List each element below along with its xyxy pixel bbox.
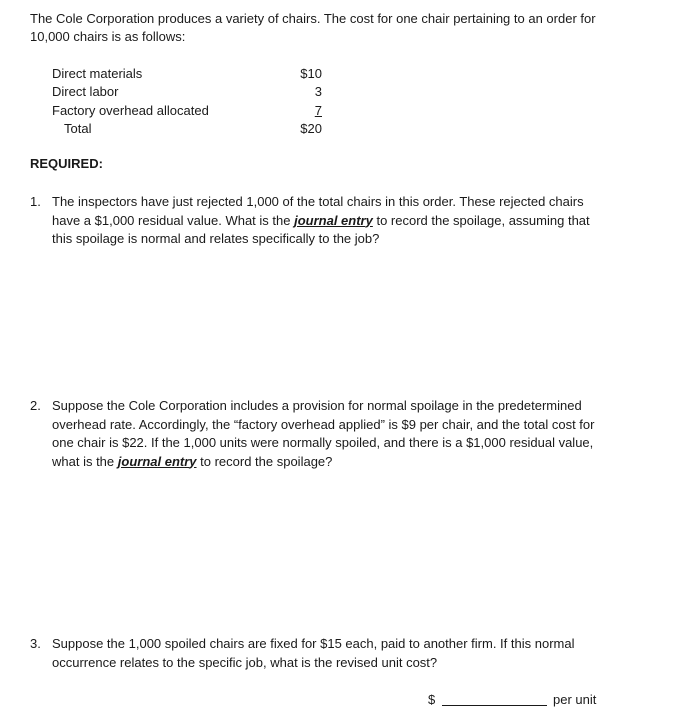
question-number: 3. — [30, 636, 41, 651]
question-number: 2. — [30, 398, 41, 413]
question-number: 1. — [30, 194, 41, 209]
cost-value: $20 — [300, 121, 322, 136]
question-text-part: to record the spoilage? — [196, 453, 333, 469]
currency-symbol: $ — [428, 692, 436, 707]
question-text-part: to record the spoilage, assuming that this spoilage is normal and relates specifically to the job? — [52, 212, 590, 246]
cost-label: Total — [64, 121, 92, 136]
cost-label: Direct materials — [52, 66, 143, 81]
cost-label: Factory overhead allocated — [52, 103, 209, 118]
question-text-part: The inspectors have just rejected 1,000 of the total chairs in this order. These rejected chairs have a $1,000 residual value. What is the — [52, 194, 584, 228]
emphasis-journal-entry: journal entry — [294, 212, 373, 228]
cost-value: 7 — [314, 103, 322, 118]
emphasis-journal-entry: journal entry — [117, 453, 197, 469]
cost-row-factory-overhead — [52, 101, 322, 120]
question-text — [52, 397, 612, 471]
cost-label: Direct labor — [52, 84, 119, 99]
cost-row-direct-labor — [52, 82, 322, 101]
question-text — [52, 193, 612, 249]
answer-blank[interactable] — [442, 705, 547, 706]
cost-value: $10 — [300, 66, 322, 81]
question-text-part: Suppose the Cole Corporation includes a provision for normal spoilage in the predetermined overhead rate. Accordingly, the “factory overhead applied” is $9 per chair, and the total cost for one chair is $22. If the 1,000 units were normally spoiled, and there is a $1,000 residual value, what is the — [52, 398, 595, 469]
question-text: Suppose the 1,000 spoiled chairs are fixed for $15 each, paid to another firm. If this normal occurrence relates to the specific job, what is the revised unit cost? — [52, 636, 575, 670]
unit-label: per unit — [553, 692, 597, 707]
cost-value: 3 — [314, 84, 322, 99]
cost-row-total — [52, 119, 322, 138]
cost-row-direct-materials — [52, 64, 322, 83]
intro-paragraph: The Cole Corporation produces a variety of chairs. The cost for one chair pertaining to an order for 10,000 chairs is as follows: — [30, 11, 596, 44]
required-heading: REQUIRED: — [30, 156, 103, 171]
